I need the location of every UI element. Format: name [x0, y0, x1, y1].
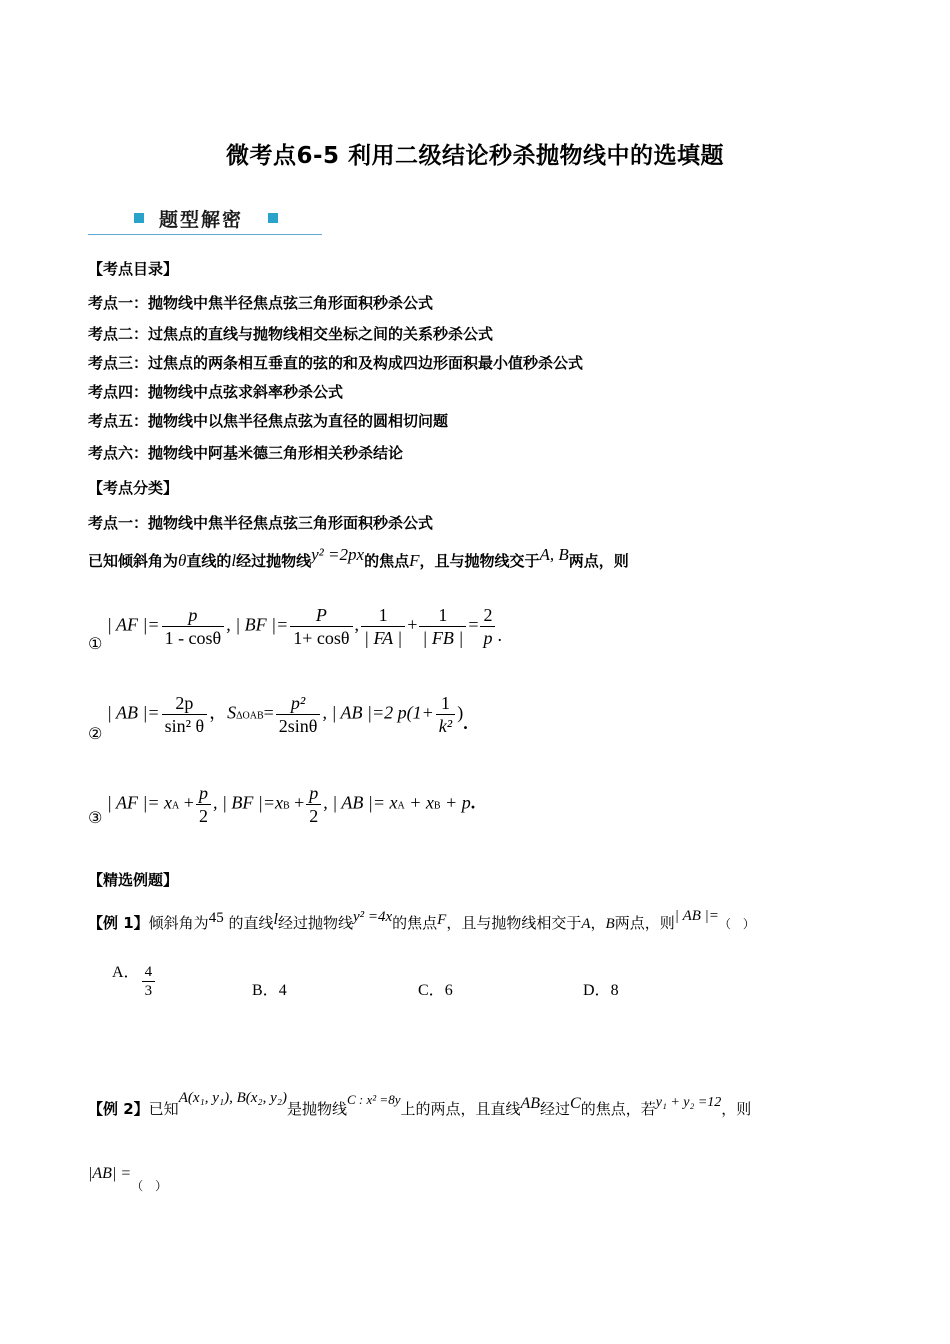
example-1-text-1: 倾斜角为	[148, 914, 209, 932]
example-1-comma: ，	[590, 914, 606, 932]
formula-3-mid: + x	[404, 792, 434, 813]
option-d-key: D．	[583, 982, 611, 999]
frac-num: p	[306, 782, 321, 805]
frac-num: 2	[480, 604, 495, 627]
formula-3-af-sub: A	[172, 800, 180, 812]
formula-3-x2-sub: B	[433, 800, 441, 812]
formula-2-number: ②	[88, 723, 103, 743]
example-2-text-3: 上的两点，且直线	[400, 1100, 521, 1118]
example-1-eq: y² =4x	[352, 909, 393, 925]
formula-1-result-frac	[480, 604, 495, 649]
frac-den: | FA |	[364, 628, 403, 648]
catalog-item-2: 考点二：过焦点的直线与抛物线相交坐标之间的关系秒杀公式	[88, 325, 494, 343]
frac-den: 3	[144, 983, 153, 999]
formula-3-bf-sub: B	[282, 800, 290, 812]
frac-num: P	[290, 604, 352, 627]
option-a-frac	[142, 963, 156, 1000]
frac-num: 2p	[162, 692, 208, 715]
formula-1-af-frac	[162, 604, 225, 649]
example-1-ab: | AB |=	[674, 908, 719, 924]
frac-num: 4	[142, 963, 156, 982]
frac-den: sin² θ	[164, 716, 205, 736]
intro-l: l	[231, 551, 237, 570]
frac-den: | FB |	[422, 628, 464, 648]
banner-label: 题型解密	[159, 209, 244, 231]
option-d-value: 8	[610, 982, 619, 999]
option-a-key: A．	[112, 964, 140, 982]
catalog-item-6: 考点六：抛物线中阿基米德三角形相关秒杀结论	[88, 444, 404, 462]
intro-text-4: 的焦点	[364, 552, 410, 570]
formula-1-af: | AF |=	[106, 614, 160, 635]
frac-num: 1	[436, 692, 455, 715]
intro-text-3: 经过抛物线	[236, 552, 312, 570]
option-c-value: 6	[444, 982, 453, 999]
banner-left-square-icon	[134, 213, 144, 223]
point1-intro	[88, 545, 629, 571]
formula-2-s-sub: ΔOAB	[236, 710, 264, 722]
example-1-A: A	[581, 916, 591, 932]
example-1-text-5: ，且与抛物线相交于	[446, 914, 582, 932]
option-a[interactable]	[112, 963, 157, 1000]
formula-3-x1-sub: A	[397, 800, 405, 812]
example-2-text-2: 是抛物线	[286, 1100, 347, 1118]
intro-theta: θ	[178, 551, 187, 570]
intro-F: F	[409, 551, 420, 570]
example-2-curve: C : x² =8y	[347, 1092, 401, 1107]
frac-den: p	[483, 628, 493, 648]
catalog-item-4: 考点四：抛物线中点弦求斜率秒杀公式	[88, 383, 344, 401]
catalog-item-1: 考点一：抛物线中焦半径焦点弦三角形面积秒杀公式	[88, 294, 434, 312]
example-2-text-4: 经过	[540, 1100, 571, 1118]
formula-2-ab-frac	[162, 692, 208, 737]
example-1-text-6: 两点，则	[614, 914, 675, 932]
option-b-key: B．	[252, 982, 279, 999]
example-2-label: 【例 2】	[88, 1100, 149, 1118]
frac-num: p	[162, 604, 225, 627]
formula-3-plus1: +	[179, 792, 194, 813]
frac-num: 1	[361, 604, 405, 627]
example-2-answer-paren: （ ）	[131, 1179, 168, 1193]
example-2-condition: y₁ + y₂ =12	[655, 1095, 722, 1110]
catalog-item-5: 考点五：抛物线中以焦半径焦点弦为直径的圆相切问题	[88, 412, 449, 430]
classification-heading: 【考点分类】	[88, 479, 179, 497]
example-2-points: A(x₁, y₁), B(x₂, y₂)	[178, 1090, 287, 1106]
example-1-F: F	[437, 912, 447, 928]
frac-den: 2	[198, 806, 208, 826]
section-banner	[88, 203, 322, 235]
example-1-label: 【例 1】	[88, 914, 149, 932]
option-b[interactable]	[252, 977, 287, 1000]
frac-num: p²	[276, 692, 321, 715]
formula-3-tail: + p	[440, 792, 471, 813]
intro-text-5: ，且与抛物线交于	[419, 552, 540, 570]
example-2	[88, 1090, 752, 1119]
intro-text-6: 两点，则	[568, 552, 629, 570]
example-2-ab: |AB| =	[88, 1165, 132, 1182]
formula-3-p1-frac	[196, 782, 211, 827]
formula-2-s-eq: =	[263, 702, 274, 723]
formula-3-bf: , | BF |=x	[212, 792, 283, 813]
point1-heading: 考点一：抛物线中焦半径焦点弦三角形面积秒杀公式	[88, 514, 434, 532]
formula-3-ab: , | AB |= x	[323, 792, 398, 813]
banner-right-square-icon	[268, 213, 278, 223]
formula-3-period: .	[470, 792, 476, 813]
example-1-B: B	[605, 916, 615, 932]
example-1	[88, 908, 755, 933]
frac-den: k²	[438, 716, 453, 736]
frac-den: 1 - cosθ	[164, 628, 222, 648]
intro-AB: A, B	[539, 545, 569, 564]
formula-2-ab: | AB |=	[106, 702, 160, 723]
option-d[interactable]	[583, 977, 619, 1000]
formula-3-plus2: +	[289, 792, 305, 813]
formula-2-area-frac	[276, 692, 321, 737]
option-c-key: C．	[418, 982, 445, 999]
formula-2-s: S	[227, 702, 237, 723]
examples-heading: 【精选例题】	[88, 871, 179, 889]
formula-2-ab2: , | AB |=2 p(1+	[322, 702, 434, 723]
frac-den: 1+ cosθ	[293, 628, 350, 648]
option-b-value: 4	[278, 982, 287, 999]
formula-1-comma: ,	[354, 614, 360, 635]
formula-1-number: ①	[88, 633, 103, 653]
example-2-C: C	[570, 1095, 581, 1112]
example-2-AB: AB	[520, 1095, 541, 1112]
frac-num: 1	[419, 604, 466, 627]
intro-parabola-eq: y² =2px	[311, 545, 365, 564]
formula-3-p2-frac	[306, 782, 321, 827]
example-1-text-2: 的直线	[228, 914, 274, 932]
example-2-question	[88, 1163, 168, 1193]
formula-2-sep: ，	[209, 702, 228, 723]
option-c[interactable]	[418, 977, 453, 1000]
formula-1-eq: =	[468, 614, 479, 635]
formula-1-fb-frac	[419, 604, 466, 649]
formula-3-af: | AF |= x	[106, 792, 173, 813]
example-1-l: l	[273, 911, 278, 928]
intro-text-2: 直线的	[186, 552, 232, 570]
catalog-heading: 【考点目录】	[88, 260, 179, 278]
example-1-answer-paren: （ ）	[718, 917, 755, 931]
example-1-text-3: 经过抛物线	[277, 914, 353, 932]
formula-3-number: ③	[88, 807, 103, 827]
formula-3	[88, 782, 475, 827]
banner-underline	[88, 234, 322, 235]
page-title: 微考点6-5 利用二级结论秒杀抛物线中的选填题	[225, 143, 725, 169]
formula-1	[88, 604, 502, 653]
catalog-item-3: 考点三：过焦点的两条相互垂直的弦的和及构成四边形面积最小值秒杀公式	[88, 354, 584, 372]
example-1-text-4: 的焦点	[392, 914, 438, 932]
formula-1-fa-frac	[361, 604, 405, 649]
frac-den: 2sinθ	[278, 716, 318, 736]
formula-2-k-frac	[436, 692, 455, 737]
formula-1-bf-frac	[290, 604, 352, 649]
formula-1-period: .	[497, 624, 502, 645]
example-1-angle: 45	[208, 910, 224, 926]
formula-1-bf: , | BF |=	[226, 614, 289, 635]
example-2-text-1: 已知	[148, 1100, 179, 1118]
formula-2-close: )	[457, 702, 464, 723]
frac-den: 2	[309, 806, 319, 826]
formula-1-plus: +	[407, 614, 418, 635]
intro-text-1: 已知倾斜角为	[88, 552, 179, 570]
frac-num: p	[196, 782, 211, 805]
example-2-text-5: 的焦点，若	[580, 1100, 656, 1118]
formula-2-period: .	[463, 712, 468, 733]
example-2-text-6: ，则	[721, 1100, 752, 1118]
formula-2	[88, 692, 468, 743]
